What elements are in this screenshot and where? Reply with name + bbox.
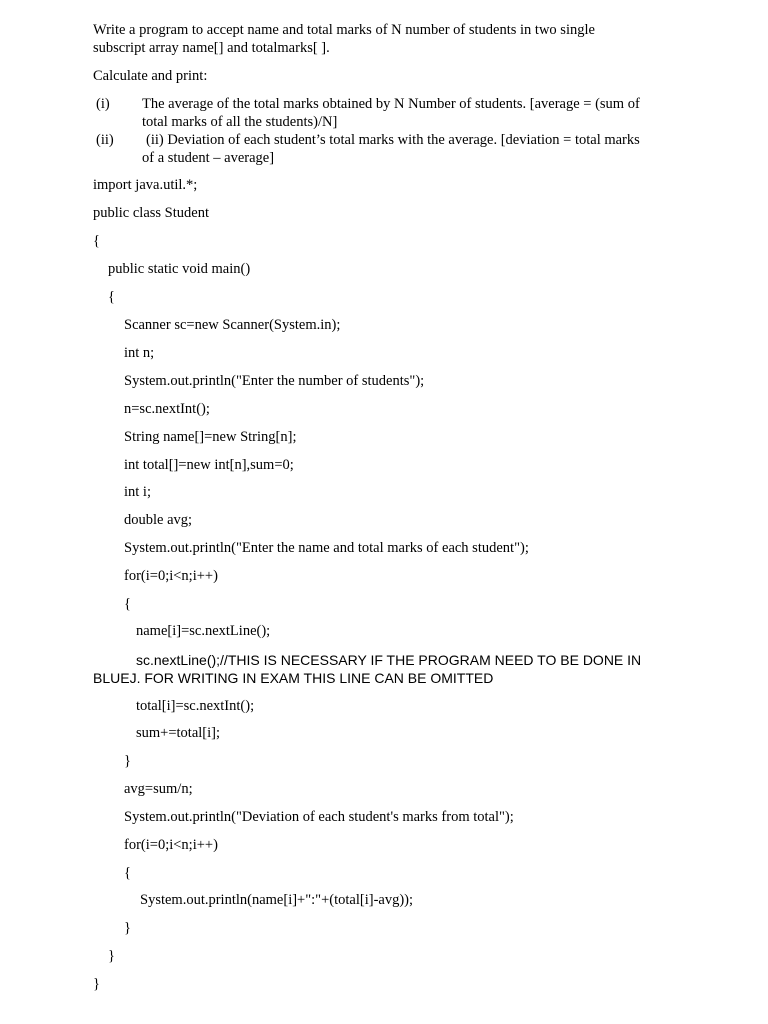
list-item-number: (i) (96, 96, 110, 112)
code-line: System.out.println("Enter the number of students"); (124, 373, 425, 389)
list-item-text: total marks of all the students)/N] (142, 114, 338, 130)
code-line: { (124, 596, 131, 612)
code-line: System.out.println(name[i]+":"+(total[i]-avg)); (140, 892, 414, 908)
code-line: for(i=0;i<n;i++) (124, 568, 218, 584)
code-line: { (108, 289, 115, 305)
code-line: avg=sum/n; (124, 781, 193, 797)
code-line: double avg; (124, 512, 193, 528)
code-line: n=sc.nextInt(); (124, 401, 210, 417)
code-line: { (93, 233, 100, 249)
code-line: } (124, 753, 131, 769)
code-line: total[i]=sc.nextInt(); (136, 698, 255, 714)
code-line: int total[]=new int[n],sum=0; (124, 457, 294, 473)
list-item-text: The average of the total marks obtained by N Number of students. [average = (sum of (142, 96, 640, 112)
code-line: System.out.println("Deviation of each student's marks from total"); (124, 809, 514, 825)
code-line: int i; (124, 484, 151, 500)
code-line: import java.util.*; (93, 177, 198, 193)
intro-line-1: Write a program to accept name and total marks of N number of students in two single (93, 22, 595, 38)
code-comment-line: BLUEJ. FOR WRITING IN EXAM THIS LINE CAN BE OMITTED (93, 670, 494, 686)
list-item-number: (ii) (96, 132, 114, 148)
code-line: System.out.println("Enter the name and total marks of each student"); (124, 540, 529, 556)
list-item-text: of a student – average] (142, 150, 275, 166)
code-line: } (93, 976, 100, 992)
code-line: String name[]=new String[n]; (124, 429, 297, 445)
code-line: Scanner sc=new Scanner(System.in); (124, 317, 341, 333)
list-item-text: (ii) Deviation of each student’s total marks with the average. [deviation = total marks (146, 132, 640, 148)
code-line: int n; (124, 345, 155, 361)
calculate-heading: Calculate and print: (93, 68, 208, 84)
code-line: } (124, 920, 131, 936)
code-comment-line: sc.nextLine();//THIS IS NECESSARY IF THE PROGRAM NEED TO BE DONE IN (136, 652, 642, 668)
code-line: public static void main() (108, 261, 251, 277)
code-line: sum+=total[i]; (136, 725, 221, 741)
code-line: for(i=0;i<n;i++) (124, 837, 218, 853)
code-line: { (124, 865, 131, 881)
code-line: } (108, 948, 115, 964)
code-line: name[i]=sc.nextLine(); (136, 623, 271, 639)
code-line: public class Student (93, 205, 209, 221)
intro-line-2: subscript array name[] and totalmarks[ ]. (93, 40, 330, 56)
